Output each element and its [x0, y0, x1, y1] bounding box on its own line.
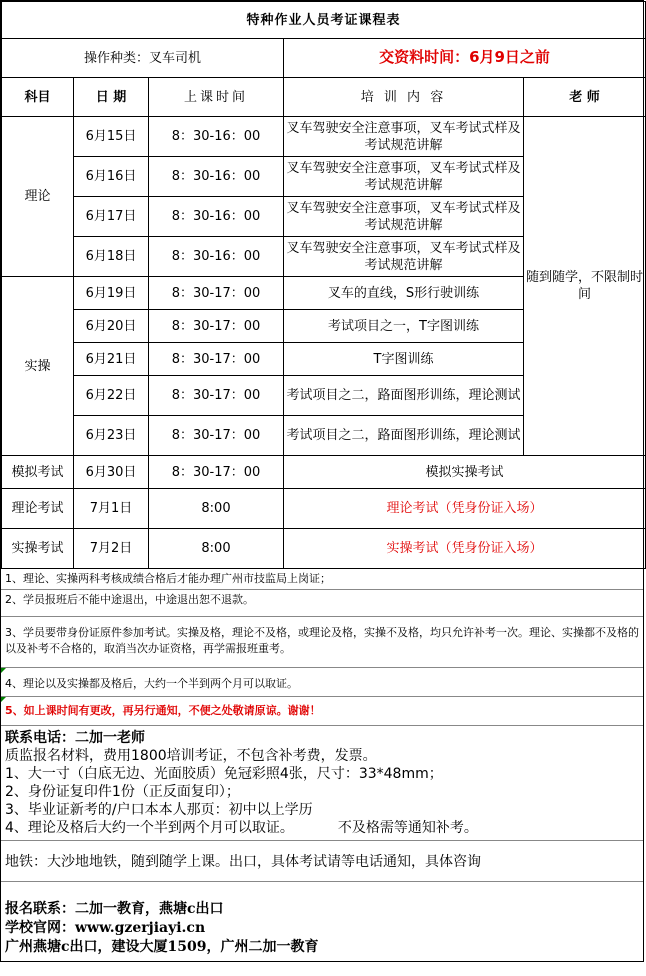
contact-line: 2、身份证复印件1份（正反面复印）；	[5, 784, 240, 800]
content-cell: 理论考试（凭身份证入场）	[284, 489, 646, 529]
date-cell: 6月15日	[74, 117, 149, 157]
note-item: 4、理论以及实操都及格后，大约一个半到两个月可以取证。	[1, 668, 643, 697]
marker-icon	[1, 668, 6, 673]
time-cell: 8:00	[149, 529, 284, 569]
notes-section	[1, 569, 643, 726]
subject-cell: 实操考试	[2, 529, 74, 569]
content-cell: 叉车驾驶安全注意事项，叉车考试式样及考试规范讲解	[284, 237, 524, 277]
content-cell: 考试项目之一，T字图训练	[284, 310, 524, 343]
header-subject: 科目	[2, 78, 74, 117]
date-cell: 6月30日	[74, 456, 149, 489]
page-title: 特种作业人员考证课程表	[2, 2, 646, 39]
time-cell: 8：30-16：00	[149, 157, 284, 197]
date-cell: 7月1日	[74, 489, 149, 529]
contact-line: 3、毕业证新考的/户口本本人那页：初中以上学历	[5, 802, 313, 818]
deadline: 交资料时间：6月9日之前	[379, 48, 550, 66]
content-cell: 叉车的直线，S形行驶训练	[284, 277, 524, 310]
footer-line: 学校官网：www.gzerjiayi.cn	[5, 920, 206, 936]
header-time: 上课时间	[149, 78, 284, 117]
time-cell: 8：30-16：00	[149, 237, 284, 277]
subject-cell: 模拟考试	[2, 456, 74, 489]
content-cell: 考试项目之二，路面图形训练，理论测试	[284, 376, 524, 416]
date-cell: 6月19日	[74, 277, 149, 310]
metro-info: 地铁：大沙地地铁，随到随学上课。出口，具体考试请等电话通知，具体咨询	[1, 840, 643, 882]
teacher-note: 随到随学，不限制时间	[524, 117, 646, 456]
contact-heading: 联系电话：二加一老师	[5, 730, 145, 746]
date-cell: 6月23日	[74, 416, 149, 456]
makeup-note: 不及格需等通知补考。	[337, 820, 478, 836]
note-item: 3、学员要带身份证原件参加考试。实操及格，理论不及格，或理论及格，实操不及格，均只允许补考一次。理论、实操都不及格的以及补考不合格的，取消当次办证资格，再学需报班重考。	[1, 617, 643, 668]
work-type: 操作种类：叉车司机	[2, 39, 284, 78]
content-cell: 叉车驾驶安全注意事项，叉车考试式样及考试规范讲解	[284, 157, 524, 197]
content-cell: T字图训练	[284, 343, 524, 376]
time-cell: 8：30-16：00	[149, 117, 284, 157]
time-cell: 8：30-16：00	[149, 197, 284, 237]
subject-cell: 理论考试	[2, 489, 74, 529]
header-content: 培 训 内 容	[284, 78, 524, 117]
time-cell: 8:00	[149, 489, 284, 529]
time-cell: 8：30-17：00	[149, 456, 284, 489]
header-teacher: 老 师	[524, 78, 646, 117]
subject-cell: 理论	[2, 117, 74, 277]
time-cell: 8：30-17：00	[149, 376, 284, 416]
note-item: 2、学员报班后不能中途退出，中途退出恕不退款。	[1, 590, 643, 617]
footer	[1, 882, 643, 961]
marker-icon	[1, 697, 6, 702]
date-cell: 6月16日	[74, 157, 149, 197]
date-cell: 6月18日	[74, 237, 149, 277]
footer-line: 广州燕塘c出口，建设大厦1509，广州二加一教育	[5, 939, 319, 955]
time-cell: 8：30-17：00	[149, 277, 284, 310]
date-cell: 6月20日	[74, 310, 149, 343]
content-cell: 叉车驾驶安全注意事项，叉车考试式样及考试规范讲解	[284, 117, 524, 157]
content-cell: 实操考试（凭身份证入场）	[284, 529, 646, 569]
content-cell: 考试项目之二，路面图形训练，理论测试	[284, 416, 524, 456]
time-cell: 8：30-17：00	[149, 343, 284, 376]
date-cell: 6月17日	[74, 197, 149, 237]
contact-section	[1, 726, 643, 840]
time-cell: 8：30-17：00	[149, 416, 284, 456]
date-cell: 7月2日	[74, 529, 149, 569]
note-item: 5、如上课时间有更改，再另行通知，不便之处敬请原谅。谢谢！	[1, 697, 643, 726]
time-cell: 8：30-17：00	[149, 310, 284, 343]
schedule-table	[1, 1, 646, 569]
contact-line: 质监报名材料，费用1800培训考证，不包含补考费，发票。	[5, 748, 377, 764]
content-cell: 模拟实操考试	[284, 456, 646, 489]
footer-line: 报名联系：二加一教育，燕塘c出口	[5, 901, 224, 917]
header-date: 日 期	[74, 78, 149, 117]
subject-cell: 实操	[2, 277, 74, 456]
note-item: 1、理论、实操两科考核成绩合格后才能办理广州市技监局上岗证；	[1, 569, 643, 590]
contact-line: 1、大一寸（白底无边、光面胶质）免冠彩照4张，尺寸：33*48mm；	[5, 766, 443, 782]
content-cell: 叉车驾驶安全注意事项，叉车考试式样及考试规范讲解	[284, 197, 524, 237]
contact-line: 4、理论及格后大约一个半到两个月可以取证。 不及格需等通知补考。	[5, 820, 478, 836]
date-cell: 6月21日	[74, 343, 149, 376]
date-cell: 6月22日	[74, 376, 149, 416]
